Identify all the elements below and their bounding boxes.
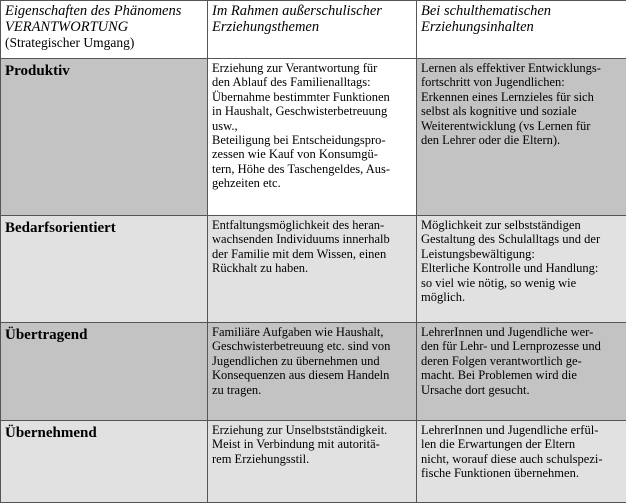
cell-line: nicht, worauf diese auch schulspezi- — [421, 452, 622, 466]
header-col1-subtitle: (Strategischer Umgang) — [5, 35, 203, 51]
row-cell-school — [417, 59, 626, 216]
cell-line: macht. Bei Problemen wird die — [421, 368, 622, 382]
cell-line: Lernen als effektiver Entwicklungs- — [421, 61, 622, 75]
cell-line: LehrerInnen und Jugendliche wer- — [421, 325, 622, 339]
cell-line: möglich. — [421, 290, 622, 304]
cell-line: fische Funktionen übernehmen. — [421, 466, 622, 480]
row-label: Bedarfsorientiert — [1, 216, 208, 323]
cell-line: so viel wie nötig, so wenig wie — [421, 276, 622, 290]
row-label: Produktiv — [1, 59, 208, 216]
row-label: Übertragend — [1, 323, 208, 421]
row-cell-extracurricular — [208, 323, 417, 421]
cell-line: usw., — [212, 119, 412, 133]
cell-line: Familiäre Aufgaben wie Haushalt, — [212, 325, 412, 339]
row-cell-extracurricular — [208, 59, 417, 216]
row-cell-extracurricular — [208, 216, 417, 323]
cell-line: zessen wie Kauf von Konsumgü- — [212, 147, 412, 161]
row-cell-school — [417, 323, 626, 421]
cell-line: Erziehung zur Verantwortung für — [212, 61, 412, 75]
table-row-uebernehmend — [1, 421, 626, 503]
header-col3-title: Bei schulthematischen Erziehungsinhalten — [421, 3, 622, 35]
cell-line: Ursache dort gesucht. — [421, 383, 622, 397]
cell-line: den für Lehr- und Lernprozesse und — [421, 339, 622, 353]
cell-line: LehrerInnen und Jugendliche erfül- — [421, 423, 622, 437]
cell-line: Beteiligung bei Entscheidungspro- — [212, 133, 412, 147]
cell-line: wachsenden Individuums innerhalb — [212, 232, 412, 246]
cell-line: Weiterentwicklung (vs Lernen für — [421, 119, 622, 133]
cell-line: in Haushalt, Geschwisterbetreuung — [212, 104, 412, 118]
table-row-uebertragend — [1, 323, 626, 421]
cell-line: rem Erziehungsstil. — [212, 452, 412, 466]
row-cell-school — [417, 421, 626, 503]
row-cell-extracurricular — [208, 421, 417, 503]
header-col-properties — [1, 1, 208, 59]
cell-line: tern, Höhe des Taschengeldes, Aus- — [212, 162, 412, 176]
cell-line: deren Folgen verantwortlich ge- — [421, 354, 622, 368]
row-cell-school — [417, 216, 626, 323]
cell-line: Rückhalt zu haben. — [212, 261, 412, 275]
cell-line: Jugendlichen zu übernehmen und — [212, 354, 412, 368]
table-row-bedarfsorientiert — [1, 216, 626, 323]
cell-line: Konsequenzen aus diesem Handeln — [212, 368, 412, 382]
cell-line: Entfaltungsmöglichkeit des heran- — [212, 218, 412, 232]
header-col-extracurricular — [208, 1, 417, 59]
header-col-school — [417, 1, 626, 59]
cell-line: den Ablauf des Familienalltags: — [212, 75, 412, 89]
header-row — [1, 1, 626, 59]
cell-line: Gestaltung des Schulalltags und der — [421, 232, 622, 246]
cell-line: fortschritt von Jugendlichen: — [421, 75, 622, 89]
table-row-produktiv — [1, 59, 626, 216]
cell-line: Geschwisterbetreuung etc. sind von — [212, 339, 412, 353]
cell-line: len die Erwartungen der Eltern — [421, 437, 622, 451]
cell-line: den Lehrer oder die Eltern). — [421, 133, 622, 147]
header-col1-title: Eigenschaften des Phänomens VERANTWORTUNG — [5, 3, 203, 35]
cell-line: gehzeiten etc. — [212, 176, 412, 190]
header-col2-title: Im Rahmen außerschulischer Erziehungsthemen — [212, 3, 412, 35]
cell-line: Möglichkeit zur selbstständigen — [421, 218, 622, 232]
cell-line: Erziehung zur Unselbstständigkeit. — [212, 423, 412, 437]
cell-line: Elterliche Kontrolle und Handlung: — [421, 261, 622, 275]
cell-line: selbst als kognitive und soziale — [421, 104, 622, 118]
cell-line: Meist in Verbindung mit autoritä- — [212, 437, 412, 451]
cell-line: Erkennen eines Lernzieles für sich — [421, 90, 622, 104]
cell-line: Leistungsbewältigung: — [421, 247, 622, 261]
row-label: Übernehmend — [1, 421, 208, 503]
cell-line: zu tragen. — [212, 383, 412, 397]
cell-line: Übernahme bestimmter Funktionen — [212, 90, 412, 104]
cell-line: der Familie mit dem Wissen, einen — [212, 247, 412, 261]
